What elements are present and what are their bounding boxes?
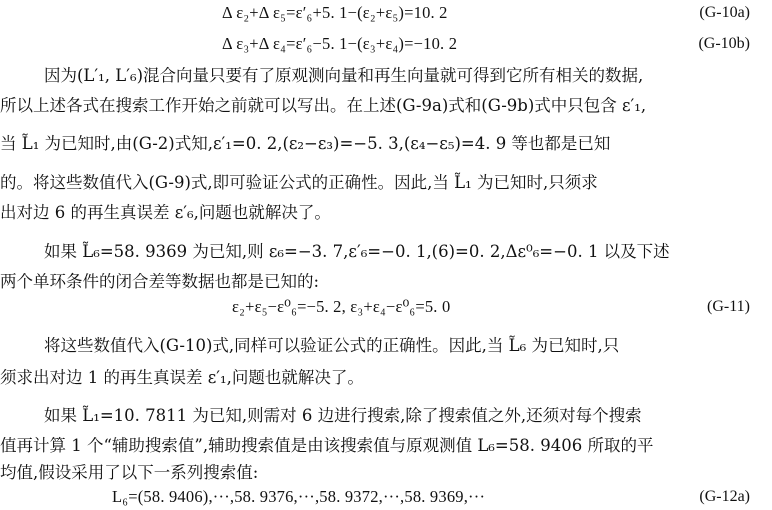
paragraph-1-line-5: 出对边 6 的再生真误差 ε′₆,问题也就解决了。 xyxy=(0,203,331,222)
paragraph-1-line-1: 因为(L′₁, L′₆)混合向量只要有了原观测向量和再生向量就可得到它所有相关的数据, xyxy=(44,66,644,85)
paragraph-2-line-2: 两个单环条件的闭合差等数据也都是已知的: xyxy=(0,272,320,291)
paragraph-4-line-2: 值再计算 1 个“辅助搜索值”,辅助搜索值是由该搜索值与原观测值 L₆=58. 9406 所取的平 xyxy=(0,436,654,455)
paragraph-1-line-3: 当 L̃₁ 为已知时,由(G-2)式知,ε′₁=0. 2,(ε₂−ε₃)=−5. 3,(ε₄−ε₅)=4. 9 等也都是已知 xyxy=(0,134,611,153)
equation-g11: ε₂+ε₅−ε⁰₆=−5. 2, ε₃+ε₄−ε⁰₆=5. 0 xyxy=(232,297,451,316)
equation-tag-g10b: (G-10b) xyxy=(698,35,750,52)
paragraph-4-line-1: 如果 L̃₁=10. 7811 为已知,则需对 6 边进行搜索,除了搜索值之外,还须对每个搜索 xyxy=(44,406,642,425)
paragraph-1-line-2: 所以上述各式在搜索工作开始之前就可以写出。在上述(G-9a)式和(G-9b)式中只包含 ε′₁, xyxy=(0,96,647,115)
equation-g10a: Δ ε₂+Δ ε₅=ε′₆+5. 1−(ε₂+ε₅)=10. 2 xyxy=(222,3,448,22)
paragraph-3-line-1: 将这些数值代入(G-10)式,同样可以验证公式的正确性。因此,当 L̃₆ 为已知时,只 xyxy=(44,336,620,355)
equation-tag-g12a: (G-12a) xyxy=(699,488,750,505)
paragraph-2-line-1: 如果 L̃₆=58. 9369 为已知,则 ε₆=−3. 7,ε′₆=−0. 1,(6)=0. 2,Δε⁰₆=−0. 1 以及下述 xyxy=(44,242,670,261)
paragraph-3-line-2: 须求出对边 1 的再生真误差 ε′₁,问题也就解决了。 xyxy=(0,368,364,387)
equation-g10b: Δ ε₃+Δ ε₄=ε′₆−5. 1−(ε₃+ε₄)=−10. 2 xyxy=(222,34,458,53)
paragraph-1-line-4: 的。将这些数值代入(G-9)式,即可验证公式的正确性。因此,当 L̃₁ 为已知时,只须求 xyxy=(0,173,598,192)
equation-tag-g11: (G-11) xyxy=(707,298,750,315)
equation-g12a: L₆=(58. 9406),···,58. 9376,···,58. 9372,···,58. 9369,··· xyxy=(112,487,486,506)
paragraph-4-line-3: 均值,假设采用了以下一系列搜索值: xyxy=(0,463,259,482)
equation-tag-g10a: (G-10a) xyxy=(699,4,750,21)
